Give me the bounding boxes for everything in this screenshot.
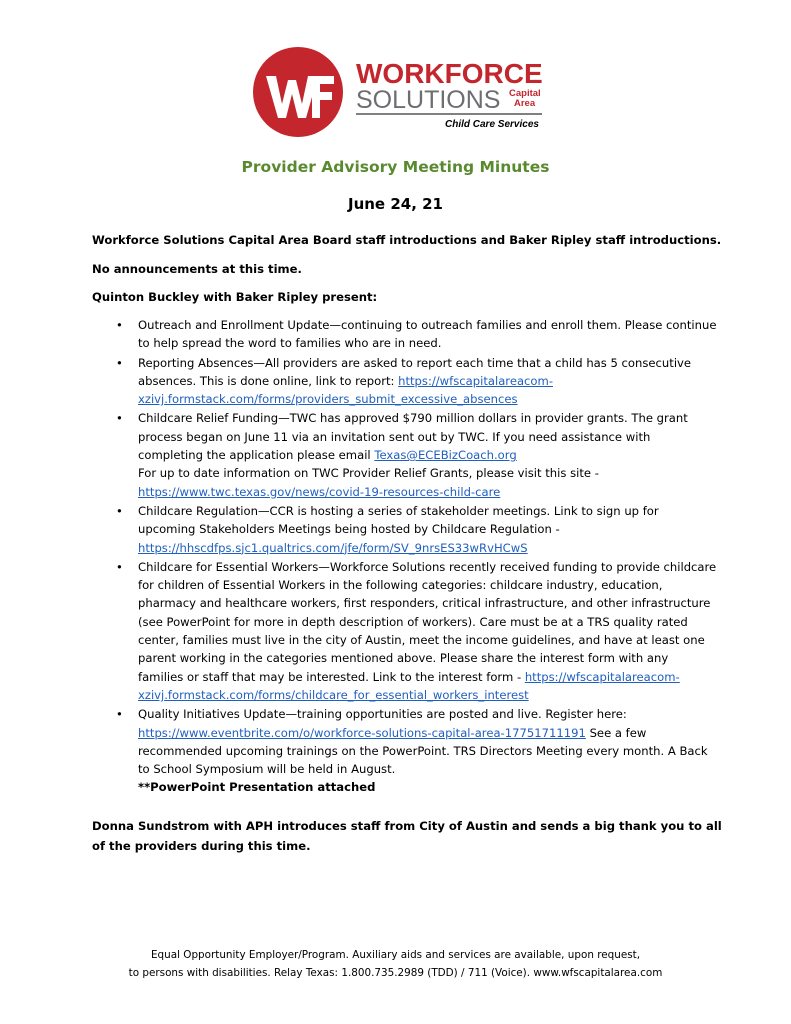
document-title: Provider Advisory Meeting Minutes — [241, 158, 550, 176]
bullet-icon: • — [116, 355, 123, 370]
presenter-paragraph: Quinton Buckley with Baker Ripley present: — [92, 290, 378, 304]
twc-relief-link[interactable]: https://www.twc.texas.gov/news/covid-19-resources-child-care — [138, 484, 501, 499]
logo-capital-text: Capital — [509, 88, 541, 99]
list-item: • Outreach and Enrollment Update—continuing to outreach families and enroll them. Please continue to help spread the word to families who are in need. — [116, 318, 717, 351]
list-item: • Childcare Relief Funding—TWC has approved $790 million dollars in provider grants. The grant process began on June 11 via an invitation sent out by TWC. If you need assistance with completing the application please email Texas@ECEBizCoach.org For up to date information on TWC Provider Relief Grants, please visit this site - https://www.twc.texas.gov/news/covid-19-resources-child-care — [116, 411, 688, 499]
announcement-paragraph: No announcements at this time. — [92, 262, 302, 276]
bullet-icon: • — [116, 503, 123, 518]
intro-paragraph: Workforce Solutions Capital Area Board staff introductions and Baker Ripley staff introductions. — [92, 233, 722, 247]
logo-area-text: Area — [514, 98, 536, 109]
workforce-solutions-logo — [252, 46, 552, 138]
closing-paragraph: Donna Sundstrom with APH introduces staff from City of Austin and sends a big thank you to all of the providers during this time. — [92, 819, 722, 853]
footer-line-1: Equal Opportunity Employer/Program. Auxiliary aids and services are available, upon request, — [150, 949, 641, 961]
agenda-list — [92, 316, 717, 798]
meeting-date: June 24, 21 — [347, 195, 443, 213]
list-item: • Reporting Absences—All providers are asked to report each time that a child has 5 consecutive absences. This is done online, link to report: https://wfscapitalareacom-xzivj.formstack.com/forms/providers_submit_excessive_absences — [116, 355, 692, 407]
essential-workers-form-link[interactable]: https://wfscapitalareacom-xzivj.formstack.com/forms/childcare_for_essential_workers_interest — [138, 669, 680, 702]
ccr-signup-link[interactable]: https://hhscdfps.sjc1.qualtrics.com/jfe/form/SV_9nrsES33wRvHCwS — [138, 540, 528, 555]
ecebizcoach-email-link[interactable]: Texas@ECEBizCoach.org — [374, 448, 517, 463]
logo-workforce-text: WORKFORCE — [356, 58, 543, 89]
list-item: • Childcare for Essential Workers—Workforce Solutions recently received funding to provide childcare for children of Essential Workers in the following categories: childcare industry, education, pharmacy and healthcare workers, first responders, critical infrastructure, and other infrastructure (see PowerPoint for more in depth description of workers). Care must be at a TRS quality rated center, families must live in the city of Austin, meet the income guidelines, and have at least one parent working in the categories mentioned above. Please share the interest form with any families or staff that may be interested. Link to the interest form - https://wfscapitalareacom-xzivj.formstack.com/forms/childcare_for_essential_workers_interest — [116, 559, 717, 702]
bullet-icon: • — [116, 411, 123, 426]
list-item: • Quality Initiatives Update—training opportunities are posted and live. Register here: https://www.eventbrite.com/o/workforce-solutions-capital-area-17751711191 See a few recommended upcoming trainings on the PowerPoint. TRS Directors Meeting every month. A Back to School Symposium will be held in August. **PowerPoint Presentation attached — [116, 707, 708, 795]
logo-solutions-text: SOLUTIONS — [356, 86, 501, 114]
powerpoint-note: **PowerPoint Presentation attached — [138, 780, 376, 795]
footer — [0, 946, 791, 982]
footer-line-2: to persons with disabilities. Relay Texas: 1.800.735.2989 (TDD) / 711 (Voice). www.wfscapitalarea.com — [128, 967, 663, 979]
absences-report-link[interactable]: https://wfscapitalareacom-xzivj.formstack.com/forms/providers_submit_excessive_absences — [138, 373, 554, 407]
logo-subtitle-text: Child Care Services — [445, 119, 539, 130]
eventbrite-link[interactable]: https://www.eventbrite.com/o/workforce-solutions-capital-area-17751711191 — [138, 725, 586, 740]
bullet-icon: • — [116, 707, 123, 722]
bullet-icon: • — [116, 559, 123, 574]
list-item: • Childcare Regulation—CCR is hosting a series of stakeholder meetings. Link to sign up for upcoming Stakeholders Meetings being hosted by Childcare Regulation - https://hhscdfps.sjc1.qualtrics.com/jfe/form/SV_9nrsES33wRvHCwS — [116, 503, 659, 555]
bullet-icon: • — [116, 318, 123, 332]
